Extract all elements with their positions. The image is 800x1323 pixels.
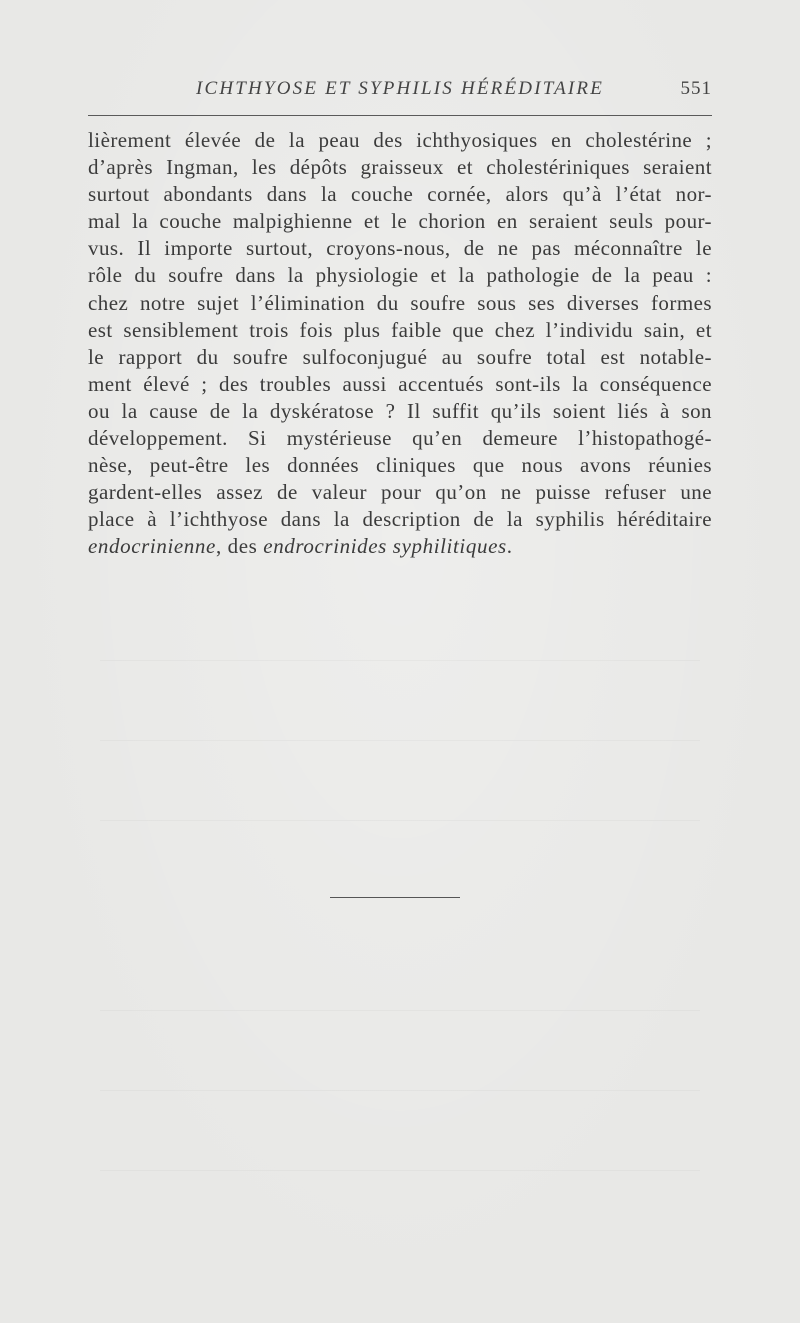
paper-texture bbox=[100, 1170, 700, 1171]
text-line: place à l’ichthyose dans la description de la syphilis héréditaire bbox=[88, 507, 712, 532]
text-line: rôle du soufre dans la physiologie et la pathologie de la peau : bbox=[88, 263, 712, 288]
paper-texture bbox=[100, 660, 700, 661]
running-title: ICHTHYOSE ET SYPHILIS HÉRÉDITAIRE bbox=[195, 78, 605, 99]
text-line: d’après Ingman, les dépôts graisseux et cholestériniques seraient bbox=[88, 155, 712, 180]
text-line: vus. Il importe surtout, croyons-nous, de ne pas méconnaître le bbox=[88, 236, 712, 261]
text-line: le rapport du soufre sulfoconjugué au soufre total est notable- bbox=[88, 344, 712, 369]
text-line: ou la cause de la dyskératose ? Il suffit qu’ils soient liés à son bbox=[88, 398, 712, 423]
text-line: chez notre sujet l’élimination du soufre sous ses diverses formes bbox=[88, 290, 712, 315]
text-line: ment élevé ; des troubles aussi accentués sont-ils la conséquence bbox=[88, 371, 712, 396]
text-fragment: . bbox=[506, 534, 513, 559]
text-line: lièrement élevée de la peau des ichthyosiques en cholestérine ; bbox=[88, 128, 712, 152]
body-paragraph bbox=[88, 127, 712, 561]
end-of-section-rule bbox=[330, 897, 460, 898]
paper-texture bbox=[100, 740, 700, 741]
paper-texture bbox=[100, 1090, 700, 1091]
italic-term: endrocrinides syphilitiques bbox=[263, 534, 507, 559]
running-head bbox=[88, 76, 712, 104]
italic-term: endocrinienne bbox=[88, 534, 216, 559]
text-line: développement. Si mystérieuse qu’en demeure l’histopathogé- bbox=[88, 426, 712, 451]
paper-texture bbox=[100, 820, 700, 821]
text-line: surtout abondants dans la couche cornée, alors qu’à l’état nor- bbox=[88, 182, 712, 207]
text-line: gardent-elles assez de valeur pour qu’on ne puisse refuser une bbox=[88, 480, 712, 505]
header-rule bbox=[88, 115, 712, 116]
paper-texture bbox=[100, 1010, 700, 1011]
text-line: mal la couche malpighienne et le chorion en seraient seuls pour- bbox=[88, 209, 712, 234]
text-line: nèse, peut-être les données cliniques que nous avons réunies bbox=[88, 453, 712, 478]
text-line: est sensiblement trois fois plus faible que chez l’individu sain, et bbox=[88, 317, 712, 342]
last-text-line bbox=[88, 533, 712, 560]
page-number: 551 bbox=[680, 78, 712, 99]
text-fragment: , des bbox=[215, 534, 264, 559]
